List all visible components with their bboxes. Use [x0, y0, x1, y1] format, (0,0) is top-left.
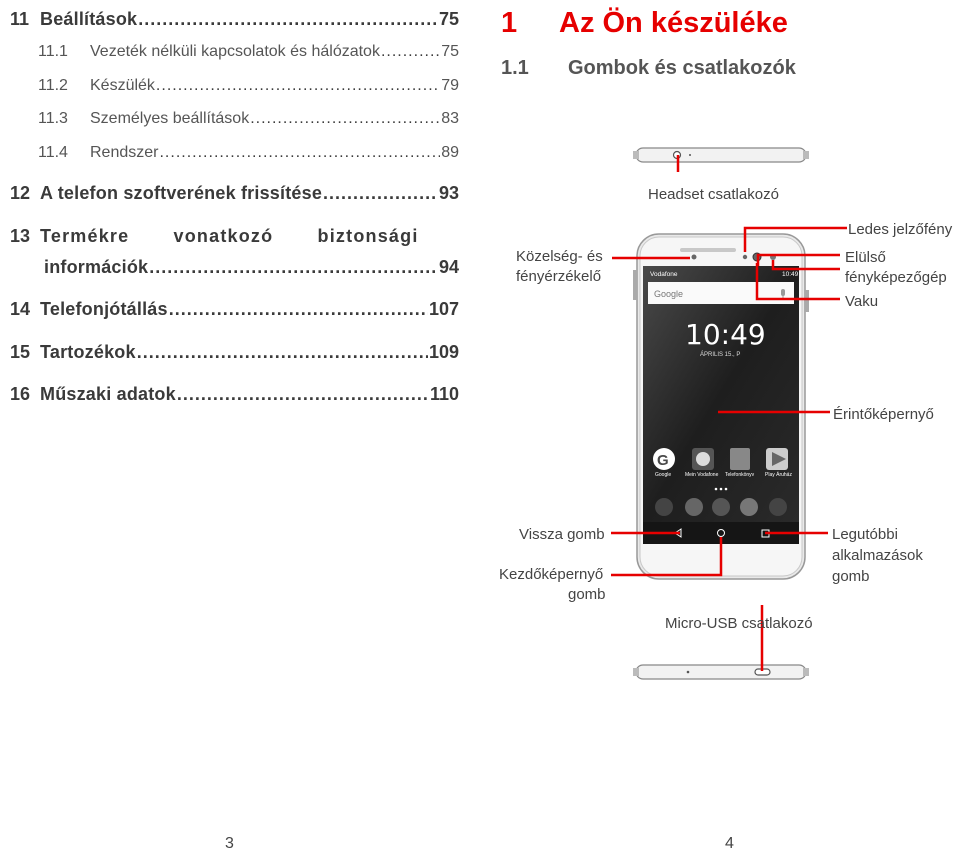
page-number-right: 4: [725, 835, 734, 852]
toc-entry[interactable]: 12 A telefon szoftverének frissítése ..... 93: [10, 183, 459, 207]
label-proximity-1: Közelség- és: [516, 248, 603, 265]
status-carrier: Vodafone: [650, 271, 678, 278]
section-heading: 1 Az Ön készüléke: [501, 7, 788, 39]
label-recent-3: gomb: [832, 568, 870, 585]
svg-text:G: G: [657, 452, 669, 469]
app-label-google: Google: [655, 472, 672, 478]
phone-bottom-edge: [633, 665, 809, 679]
search-bar-text: Google: [654, 289, 684, 299]
label-recent-2: alkalmazások: [832, 547, 923, 564]
date-text: ÁPRILIS 15., P: [700, 352, 741, 358]
toc-entry[interactable]: 14 Telefonjótállás ..... 107: [10, 299, 459, 323]
label-flash: Vaku: [845, 293, 879, 310]
app-label-vodafone: Mein Vodafone: [685, 472, 719, 478]
phone-top-edge: [633, 148, 809, 162]
toc-entry[interactable]: 11 Beállítások ..... 75: [10, 9, 459, 33]
label-touchscreen: Érintőképernyő: [833, 406, 934, 423]
phone-front: [633, 234, 809, 579]
label-front-cam-1: Elülső: [845, 249, 886, 266]
status-time: 10:49: [782, 271, 799, 278]
label-usb: Micro-USB csatlakozó: [665, 615, 813, 632]
label-headset: Headset csatlakozó: [648, 186, 779, 203]
toc-entry-line2[interactable]: információk ..... 94: [44, 257, 459, 281]
toc-entry[interactable]: 11.1 Vezeték nélküli kapcsolatok és hálózatok ..... 75: [10, 43, 459, 67]
label-recent-1: Legutóbbi: [832, 526, 898, 543]
toc-entry[interactable]: 16 Műszaki adatok ..... 110: [10, 384, 459, 408]
toc-entry-line1[interactable]: 13 Termékre vonatkozó biztonsági: [10, 226, 419, 246]
toc-entry[interactable]: 11.3 Személyes beállítások ..... 83: [10, 110, 459, 134]
label-home-1: Kezdőképernyő: [499, 566, 604, 583]
page-number-left: 3: [225, 835, 234, 852]
label-back-button: Vissza gomb: [519, 526, 605, 543]
label-front-cam-2: fényképezőgép: [845, 269, 947, 286]
subsection-heading: 1.1 Gombok és csatlakozók: [501, 57, 796, 79]
toc-entry[interactable]: 11.4 Rendszer ..... 89: [10, 144, 459, 168]
lock-clock: 10:49: [685, 318, 766, 351]
app-label-play: Play Áruház: [765, 472, 792, 478]
label-home-2: gomb: [568, 586, 606, 603]
label-proximity-2: fényérzékelő: [516, 268, 602, 285]
toc-entry[interactable]: 11.2 Készülék ..... 79: [10, 77, 459, 101]
app-label-contacts: Telefonkönyv: [725, 472, 755, 478]
toc-entry[interactable]: 15 Tartozékok ..... 109: [10, 342, 459, 366]
label-led: Ledes jelzőfény: [848, 221, 953, 238]
